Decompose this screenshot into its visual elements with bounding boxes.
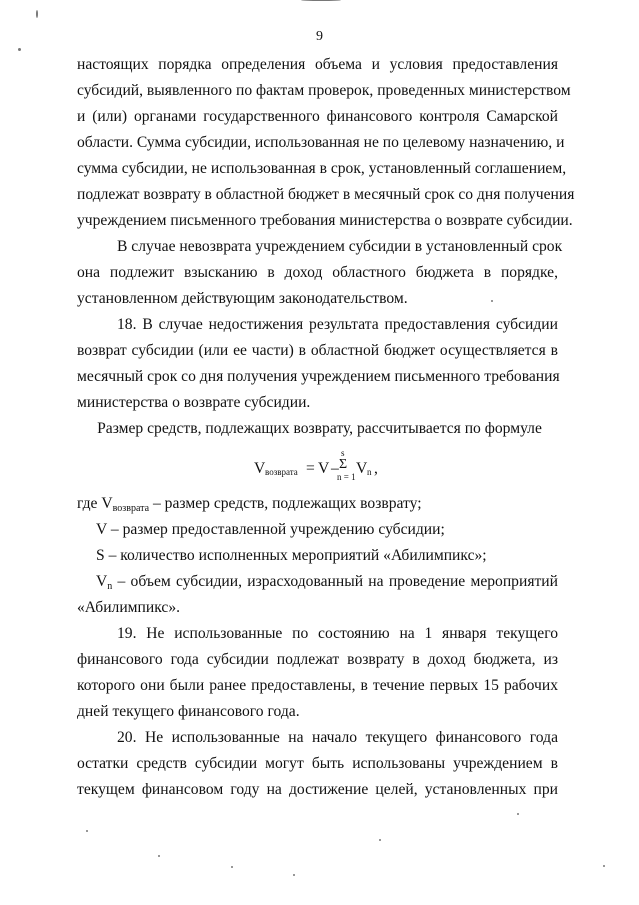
where-subscript: возврата bbox=[112, 503, 150, 514]
text-line: месячный срок со дня получения учреждением письменного требования bbox=[77, 368, 560, 385]
formula-sum-upper: s bbox=[341, 448, 345, 458]
where-line bbox=[77, 494, 558, 519]
scan-speck bbox=[18, 48, 21, 51]
scan-speck bbox=[517, 813, 519, 815]
formula-equals: = bbox=[306, 460, 315, 477]
text-line: она подлежит взысканию в доход областного бюджета в порядке, bbox=[77, 264, 558, 281]
formula-vn: V bbox=[356, 460, 368, 477]
text-line: возврат субсидии (или ее части) в областной бюджет осуществляется в bbox=[77, 342, 558, 359]
text-line: установленном действующим законодательством. bbox=[77, 290, 408, 307]
text-line: настоящих порядка определения объема и условия предоставления bbox=[77, 56, 558, 73]
formula-v-return-subscript: возврата bbox=[265, 467, 298, 477]
where-text: – размер средств, подлежащих возврату; bbox=[149, 495, 422, 512]
text-line: финансового года субсидии подлежат возврату в доход бюджета, из bbox=[77, 651, 558, 668]
text-line: подлежат возврату в областной бюджет в месячный срок со дня получения bbox=[77, 186, 575, 203]
page-number: 9 bbox=[316, 29, 323, 44]
formula-sum-lower: n = 1 bbox=[337, 472, 356, 482]
text-line: и (или) органами государственного финансового контроля Самарской bbox=[77, 108, 558, 125]
scan-speck bbox=[36, 10, 38, 18]
text-line: 18. В случае недостижения результата предоставления субсидии bbox=[117, 316, 558, 333]
text-line: дней текущего финансового года. bbox=[77, 703, 300, 720]
text-line: остатки средств субсидии могут быть использованы учреждением в bbox=[77, 755, 558, 772]
scan-speck bbox=[491, 300, 493, 302]
definition-vn-text: – объем субсидии, израсходованный на проведение мероприятий bbox=[112, 573, 558, 590]
text-line: 20. Не использованные на начало текущего финансового года bbox=[117, 729, 558, 746]
scan-speck bbox=[379, 839, 381, 841]
definition-s: S – количество исполненных мероприятий «Абилимпикс»; bbox=[96, 547, 487, 564]
definition-v: V – размер предоставленной учреждению субсидии; bbox=[96, 521, 445, 538]
formula-v-return: V bbox=[254, 460, 266, 477]
text-line: «Абилимпикс». bbox=[77, 599, 181, 616]
text-line: 19. Не использованные по состоянию на 1 января текущего bbox=[117, 625, 558, 642]
scan-speck bbox=[158, 855, 160, 857]
formula-minus: – bbox=[331, 460, 339, 477]
text-line: министерства о возврате субсидии. bbox=[77, 394, 311, 411]
formula-intro: Размер средств, подлежащих возврату, рассчитывается по формуле bbox=[97, 420, 542, 437]
text-line: области. Сумма субсидии, использованная не по целевому назначению, и bbox=[77, 134, 565, 151]
scan-speck bbox=[301, 0, 341, 1]
scan-speck bbox=[293, 874, 295, 876]
text-line: сумма субсидии, не использованная в срок, установленный соглашением, bbox=[77, 160, 567, 177]
text-line: учреждением письменного требования министерства о возврате субсидии. bbox=[77, 212, 573, 229]
text-line: В случае невозврата учреждением субсидии в установленный срок bbox=[117, 238, 563, 255]
text-line: текущем финансовом году на достижение целей, установленных при bbox=[77, 781, 558, 798]
scan-speck bbox=[86, 830, 88, 832]
formula-sum-symbol: Σ bbox=[339, 457, 348, 472]
scan-speck bbox=[603, 865, 605, 867]
definition-vn-subscript: n bbox=[107, 581, 113, 592]
text-line: которого они были ранее предоставлены, в течение первых 15 рабочих bbox=[77, 677, 558, 694]
definition-vn-prefix: V bbox=[96, 573, 108, 590]
where-prefix: где V bbox=[77, 495, 113, 512]
formula-v: V bbox=[318, 460, 330, 477]
refund-formula bbox=[254, 448, 414, 488]
formula-vn-subscript: n bbox=[367, 467, 372, 477]
definition-vn bbox=[96, 572, 558, 597]
text-line: субсидий, выявленного по фактам проверок, проведенных министерством bbox=[77, 82, 571, 99]
scan-speck bbox=[231, 866, 233, 868]
formula-comma: , bbox=[374, 460, 378, 477]
